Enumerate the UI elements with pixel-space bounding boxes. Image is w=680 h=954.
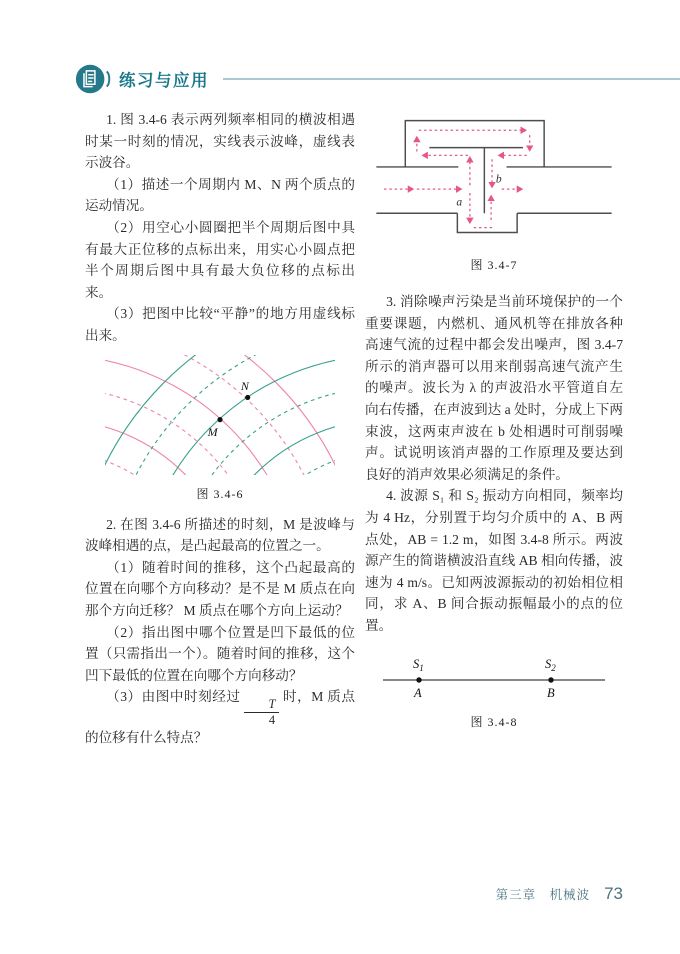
problem-2-intro: 2. 在图 3.4-6 所描述的时刻，M 是波峰与波峰相遇的点，是凸起最高的位置之一。 (85, 516, 355, 554)
section-title: 练习与应用 (119, 72, 209, 90)
problem-4-text: 4. 波源 S₁ 和 S₂ 振动方向相同，频率均为 4 Hz，分别置于均匀介质中的 A、B 两点处，AB = 1.2 m，如图 3.4-8 所示。两波源产生的简谐横波沿直线 AB 相向传播，波速为 4 m/s。已知两波源振动的初始相位相同，求 A、B 间合振动振幅最小的点的位置。 (365, 488, 623, 633)
figure-3-4-6 (85, 355, 355, 502)
figure-3-4-8 (365, 651, 623, 730)
point-a-label: A (414, 685, 422, 700)
source-s1-dot (416, 677, 421, 682)
upper-chamber (405, 121, 544, 167)
header-rule (223, 78, 680, 81)
problem-1-item-1: （1）描述一个周期内 M、N 两个质点的运动情况。 (85, 176, 355, 214)
exercise-icon (74, 61, 112, 97)
source-s2-dot (548, 677, 553, 682)
problem-2-item-3-pre: （3）由图中时刻经过 (106, 689, 241, 705)
problem-3-text: 3. 消除噪声污染是当前环境保护的一个重要课题，内燃机、通风机等在排放各种高速气流的过程中都会发出噪声，图 3.4-7 所示的消声器可以用来削弱高速气流产生的噪声。波长为 λ 的声波沿水平管道自左向右传播，在声波到达 a 处时，分成上下两束波，这两束声波在 b 处相遇时可削弱噪声。试说明该消声器的工作原理及要达到良好的消声效果必须满足的条件。 (365, 294, 623, 482)
fraction-numerator: T (244, 698, 278, 713)
point-b-label: b (495, 172, 502, 186)
figure-3-4-6-caption: 图 3.4-6 (196, 486, 244, 501)
figure-3-4-7 (365, 111, 623, 273)
icon-circle (76, 65, 105, 94)
two-sources-diagram (379, 651, 609, 703)
problem-1-intro: 1. 图 3.4-6 表示两列频率相同的横波相遇时某一时刻的情况，实线表示波峰，虚线表示波谷。 (85, 112, 355, 171)
source-s1-label: $S_1$ (413, 656, 424, 673)
chapter-title: 第三章 机械波 (495, 888, 591, 902)
point-a-label: a (456, 195, 463, 209)
figure-3-4-8-caption: 图 3.4-8 (470, 714, 518, 729)
problem-2-item-3-post: 时，M 质点的位移有什么特点？ (85, 689, 355, 746)
fraction-denominator: 4 (268, 713, 276, 728)
figure-3-4-7-caption: 图 3.4-7 (470, 258, 518, 272)
teal-wave-arcs (105, 355, 335, 475)
wave-interference-diagram (105, 355, 335, 475)
problem-2-item-2: （2）指出图中哪个位置是凹下最低的位置（只需指出一个）。随着时间的推移，这个凹下最低的位置在向哪个方向移动？ (85, 624, 355, 683)
problem-2-item-1: （1）随着时间的推移，这个凸起最高的位置在向哪个方向移动？是不是 M 质点在向那个方向迁移？ M 质点在哪个方向上运动？ (85, 559, 355, 618)
icon-echo-arc (107, 71, 109, 86)
pink-wave-arcs (105, 355, 335, 475)
section-header (74, 60, 680, 98)
point-m-dot (217, 417, 222, 422)
fraction-t-over-4 (244, 698, 278, 727)
page-number: 73 (604, 884, 623, 903)
problem-1-item-3: （3）把图中比较“平静”的地方用虚线标出来。 (85, 306, 355, 343)
muffler-diagram (372, 111, 616, 246)
page-columns (85, 109, 623, 749)
source-s2-label: $S_2$ (545, 656, 556, 673)
muffler-structure (376, 121, 611, 233)
page-footer (496, 884, 623, 904)
point-n-label: N (240, 378, 249, 393)
point-b-label: B (547, 685, 555, 700)
right-column (365, 109, 623, 749)
lower-notch (457, 213, 517, 232)
left-column (85, 109, 355, 749)
problem-1-item-2: （2）用空心小圆圈把半个周期后图中具有最大正位移的点标出来，用实心小圆点把半个周期后图中具有最大负位移的点标出来。 (85, 219, 355, 300)
point-n-dot (245, 394, 250, 399)
problem-2-item-3 (85, 686, 355, 749)
point-m-label: M (207, 424, 218, 439)
